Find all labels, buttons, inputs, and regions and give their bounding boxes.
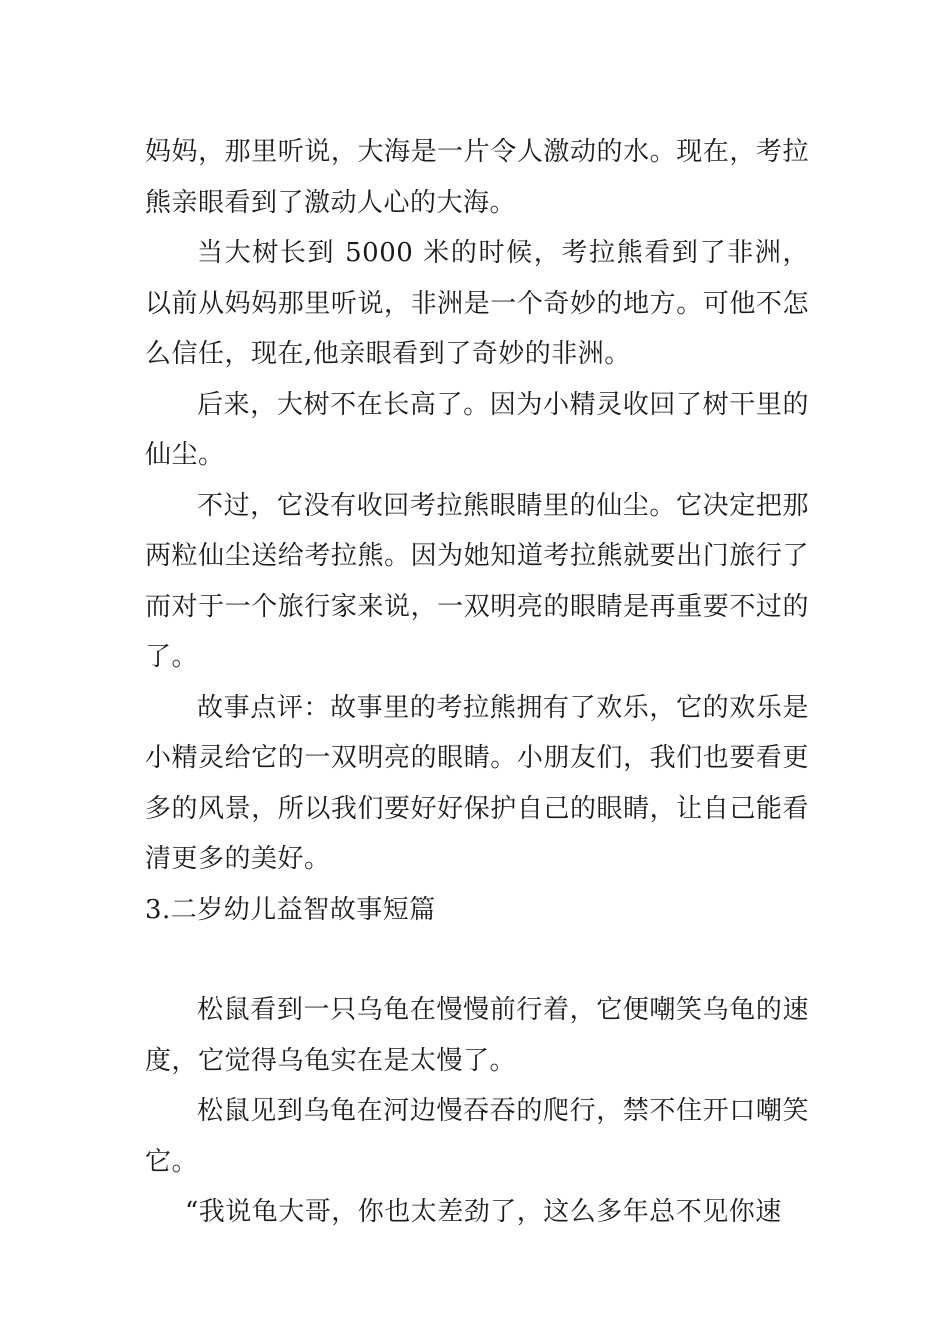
paragraph-tree-stops: 后来，大树不在长高了。因为小精灵收回了树干里的仙尘。 (145, 389, 809, 470)
blank-line (145, 935, 809, 985)
document-body (145, 127, 809, 1238)
paragraph-fairy-dust: 不过，它没有收回考拉熊眼睛里的仙尘。它决定把那两粒仙尘送给考拉熊。因为她知道考拉熊就要出门旅行了而对于一个旅行家来说，一双明亮的眼睛是再重要不过的了。 (145, 490, 809, 672)
paragraph-squirrel-mocks: 松鼠见到乌龟在河边慢吞吞的爬行，禁不住开口嘲笑它。 (145, 1096, 809, 1177)
paragraph-africa: 当大树长到 5000 米的时候，考拉熊看到了非洲，以前从妈妈那里听说，非洲是一个奇妙的地方。可他不怎么信任，现在,他亲眼看到了奇妙的非洲。 (145, 238, 809, 369)
paragraph-dialogue: “我说龟大哥，你也太差劲了，这么多年总不见你速 (185, 1197, 782, 1227)
paragraph-squirrel-sees-turtle: 松鼠看到一只乌龟在慢慢前行着，它便嘲笑乌龟的速度，它觉得乌龟实在是太慢了。 (145, 995, 809, 1076)
paragraph-sea: 妈妈，那里听说，大海是一片令人激动的水。现在，考拉熊亲眼看到了激动人心的大海。 (145, 137, 809, 218)
paragraph-story-review: 故事点评：故事里的考拉熊拥有了欢乐，它的欢乐是小精灵给它的一双明亮的眼睛。小朋友们，我们也要看更多的风景，所以我们要好好保护自己的眼睛，让自己能看清更多的美好。 (145, 692, 809, 874)
section-heading: 3.二岁幼儿益智故事短篇 (145, 894, 436, 925)
